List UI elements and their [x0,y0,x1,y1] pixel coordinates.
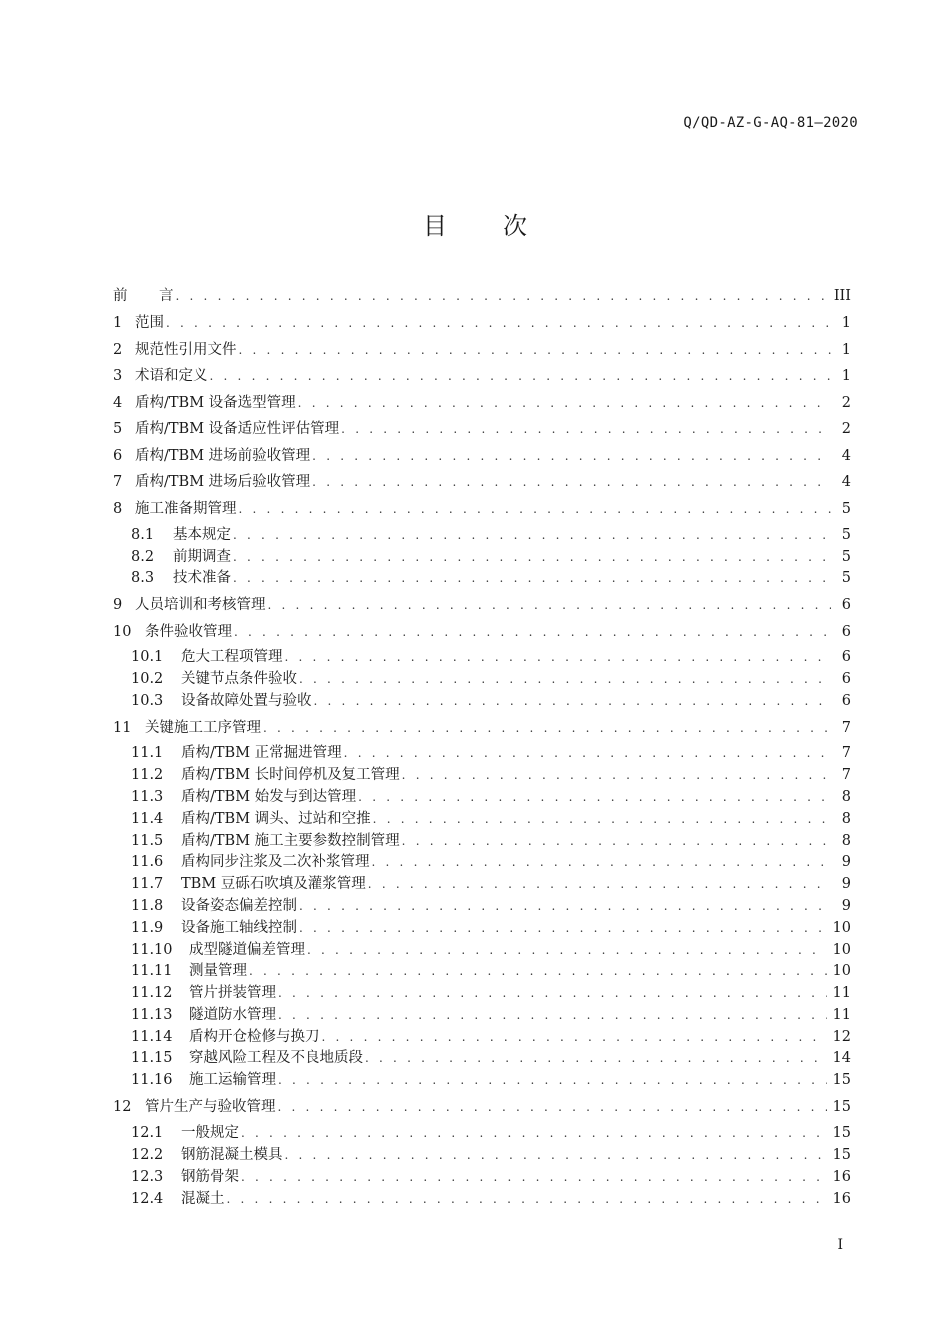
toc-entry[interactable] [113,313,851,333]
toc-leader-dots [233,568,831,588]
toc-number: 前 [113,288,128,304]
toc-leader-dots [241,1167,827,1187]
toc-page-number: 16 [832,1169,851,1185]
toc-label: 设备姿态偏差控制 [181,898,297,914]
toc-leader-dots [278,983,827,1003]
toc-entry[interactable] [113,831,851,851]
toc-number: 10.3 [131,693,164,709]
toc-leader-dots [402,765,831,785]
toc-entry[interactable] [113,547,851,567]
toc-entry[interactable] [113,472,851,492]
toc-entry[interactable] [113,743,851,763]
toc-label: 盾构/TBM 设备适应性评估管理 [135,421,340,437]
toc-entry[interactable] [113,1167,851,1187]
toc-page-number: 10 [832,942,851,958]
toc-number: 11.14 [131,1029,173,1045]
toc-page-number: 5 [841,570,851,586]
toc-page-number: 16 [832,1191,851,1207]
toc-leader-dots [314,691,832,711]
toc-page-number: 9 [841,876,851,892]
toc-number: 5 [113,421,123,437]
toc-label: 基本规定 [173,527,231,543]
toc-number: 11.12 [131,985,173,1001]
toc-entry[interactable] [113,1145,851,1165]
toc-leader-dots [278,1070,827,1090]
toc-leader-dots [234,622,831,642]
toc-label: 言 [159,288,174,304]
title-char-1: 目 [423,212,447,240]
toc-number: 11.8 [131,898,164,914]
toc-label: 盾构同步注浆及二次补浆管理 [181,854,370,870]
toc-page-number: 10 [832,920,851,936]
toc-label: 范围 [135,315,164,331]
toc-entry[interactable] [113,809,851,829]
toc-leader-dots [166,313,831,333]
toc-leader-dots [322,1027,827,1047]
toc-entry[interactable] [113,1097,851,1117]
toc-page-number: 15 [832,1072,851,1088]
toc-number: 11.13 [131,1007,173,1023]
toc-entry[interactable] [113,446,851,466]
toc-number: 11.10 [131,942,173,958]
toc-page-number: 4 [841,474,851,490]
toc-page-number: 6 [841,597,851,613]
toc-leader-dots [402,831,831,851]
toc-label: 隧道防水管理 [189,1007,276,1023]
toc-number: 12.4 [131,1191,164,1207]
toc-leader-dots [278,1005,827,1025]
toc-label: 规范性引用文件 [135,342,237,358]
toc-entry[interactable] [113,393,851,413]
toc-page-number: 9 [841,898,851,914]
toc-entry[interactable] [113,1189,851,1209]
toc-page-number: 15 [832,1099,851,1115]
toc-entry[interactable] [113,568,851,588]
toc-number: 9 [113,597,123,613]
toc-page-number: 11 [832,1007,851,1023]
toc-entry[interactable] [113,525,851,545]
toc-number: 11 [113,720,132,736]
toc-label: 盾构/TBM 正常掘进管理 [181,745,342,761]
toc-number: 8.2 [131,549,155,565]
document-code: Q/QD-AZ-G-AQ-81—2020 [683,115,858,131]
toc-label: 盾构/TBM 始发与到达管理 [181,789,357,805]
toc-label: 设备施工轴线控制 [181,920,297,936]
toc-page-number: 4 [841,448,851,464]
toc-leader-dots [312,446,831,466]
toc-page-number: 2 [841,421,851,437]
toc-page-number: 8 [841,833,851,849]
toc-number: 10 [113,624,132,640]
toc-page-number: 11 [832,985,851,1001]
toc-label: 条件验收管理 [145,624,232,640]
toc-leader-dots [268,595,832,615]
toc-page-number: 14 [832,1050,851,1066]
toc-entry[interactable] [113,1027,851,1047]
toc-page-number: 10 [832,963,851,979]
toc-entry[interactable] [113,896,851,916]
toc-number: 4 [113,395,123,411]
toc-leader-dots [312,472,831,492]
toc-number: 2 [113,342,123,358]
toc-number: 3 [113,368,123,384]
toc-label: 人员培训和考核管理 [135,597,266,613]
toc-number: 11.1 [131,745,164,761]
toc-number: 12 [113,1099,132,1115]
toc-leader-dots [373,809,831,829]
toc-number: 12.3 [131,1169,164,1185]
toc-leader-dots [278,1097,827,1117]
toc-number: 10.2 [131,671,164,687]
toc-number: 12.2 [131,1147,164,1163]
toc-entry[interactable] [113,765,851,785]
title-char-2: 次 [503,212,527,240]
toc-label: 混凝土 [181,1191,225,1207]
toc-label: 盾构/TBM 进场后验收管理 [135,474,311,490]
toc-page-number: 6 [841,671,851,687]
toc-leader-dots [263,718,831,738]
toc-leader-dots [299,896,831,916]
toc-leader-dots [210,366,832,386]
page-title [0,206,950,241]
toc-page-number: 5 [841,527,851,543]
toc-number: 6 [113,448,123,464]
toc-label: 术语和定义 [135,368,208,384]
toc-label: 盾构/TBM 设备选型管理 [135,395,296,411]
toc-page-number: 7 [841,720,851,736]
toc-entry[interactable] [113,286,851,306]
toc-page-number: 7 [841,745,851,761]
toc-number: 11.9 [131,920,164,936]
toc-label: 盾构/TBM 长时间停机及复工管理 [181,767,400,783]
toc-label: 关键节点条件验收 [181,671,297,687]
toc-leader-dots [307,940,827,960]
toc-page-number: 1 [841,368,851,384]
toc-leader-dots [285,1145,827,1165]
toc-number: 11.7 [131,876,164,892]
toc-label: 一般规定 [181,1125,239,1141]
toc-leader-dots [298,393,831,413]
toc-page-number: 12 [832,1029,851,1045]
toc-number: 8.1 [131,527,155,543]
toc-number: 11.6 [131,854,164,870]
toc-page-number: 5 [841,549,851,565]
toc-page-number: 15 [832,1147,851,1163]
toc-label: 盾构/TBM 调头、过站和空推 [181,811,371,827]
toc-entry[interactable] [113,1048,851,1068]
toc-leader-dots [233,547,831,567]
toc-number: 11.11 [131,963,173,979]
toc-label: TBM 豆砾石吹填及灌浆管理 [181,876,366,892]
toc-leader-dots [358,787,831,807]
toc-number: 11.2 [131,767,164,783]
toc-page-number: 8 [841,789,851,805]
toc-label: 测量管理 [189,963,247,979]
toc-page-number: 6 [841,649,851,665]
toc-label: 施工准备期管理 [135,501,237,517]
toc-number: 12.1 [131,1125,164,1141]
toc-entry[interactable] [113,669,851,689]
toc-leader-dots [285,647,832,667]
toc-leader-dots [176,286,828,306]
toc-leader-dots [344,743,831,763]
toc-number: 11.5 [131,833,164,849]
toc-entry[interactable] [113,1070,851,1090]
toc-entry[interactable] [113,961,851,981]
toc-label: 钢筋骨架 [181,1169,239,1185]
toc-number: 11.4 [131,811,164,827]
toc-label: 钢筋混凝土模具 [181,1147,283,1163]
toc-entry[interactable] [113,1005,851,1025]
toc-leader-dots [227,1189,827,1209]
toc-label: 前期调查 [173,549,231,565]
toc-label: 施工运输管理 [189,1072,276,1088]
toc-page-number: 1 [841,315,851,331]
toc-leader-dots [239,499,832,519]
toc-label: 盾构开仓检修与换刀 [189,1029,320,1045]
toc-page-number: 1 [841,342,851,358]
toc-leader-dots [241,1123,827,1143]
toc-entry[interactable] [113,419,851,439]
toc-number: 8 [113,501,123,517]
toc-page-number: 15 [832,1125,851,1141]
toc-leader-dots [239,340,832,360]
toc-leader-dots [299,918,827,938]
toc-label: 盾构/TBM 进场前验收管理 [135,448,311,464]
toc-entry[interactable] [113,647,851,667]
toc-entry[interactable] [113,852,851,872]
toc-entry[interactable] [113,918,851,938]
toc-number: 11.16 [131,1072,173,1088]
toc-leader-dots [365,1048,827,1068]
toc-leader-dots [299,669,831,689]
toc-page-number: 9 [841,854,851,870]
toc-label: 成型隧道偏差管理 [189,942,305,958]
toc-leader-dots [368,874,831,894]
toc-entry[interactable] [113,691,851,711]
toc-page-number: 5 [841,501,851,517]
toc-page-number: 6 [841,693,851,709]
toc-entry[interactable] [113,622,851,642]
toc-entry[interactable] [113,595,851,615]
toc-entry[interactable] [113,366,851,386]
toc-leader-dots [372,852,832,872]
toc-number: 11.15 [131,1050,173,1066]
toc-label: 管片拼装管理 [189,985,276,1001]
toc-leader-dots [233,525,831,545]
toc-label: 设备故障处置与验收 [181,693,312,709]
toc-number: 8.3 [131,570,155,586]
toc-label: 管片生产与验收管理 [145,1099,276,1115]
toc-entry[interactable] [113,499,851,519]
toc-page-number: 7 [841,767,851,783]
toc-label: 关键施工工序管理 [145,720,261,736]
toc-page-number: 2 [841,395,851,411]
toc-leader-dots [249,961,827,981]
toc-page-number: 8 [841,811,851,827]
toc-label: 危大工程项管理 [181,649,283,665]
toc-leader-dots [341,419,831,439]
toc-entry[interactable] [113,874,851,894]
toc-number: 1 [113,315,123,331]
toc-entry[interactable] [113,1123,851,1143]
toc-number: 10.1 [131,649,164,665]
toc-label: 盾构/TBM 施工主要参数控制管理 [181,833,400,849]
toc-page-number: III [833,288,851,304]
toc-number: 7 [113,474,123,490]
toc-entry[interactable] [113,340,851,360]
toc-number: 11.3 [131,789,164,805]
page-number-footer: I [837,1237,843,1253]
toc-entry[interactable] [113,718,851,738]
toc-label: 穿越风险工程及不良地质段 [189,1050,363,1066]
toc-label: 技术准备 [173,570,231,586]
toc-entry[interactable] [113,983,851,1003]
toc-page-number: 6 [841,624,851,640]
toc-entry[interactable] [113,787,851,807]
toc-entry[interactable] [113,940,851,960]
